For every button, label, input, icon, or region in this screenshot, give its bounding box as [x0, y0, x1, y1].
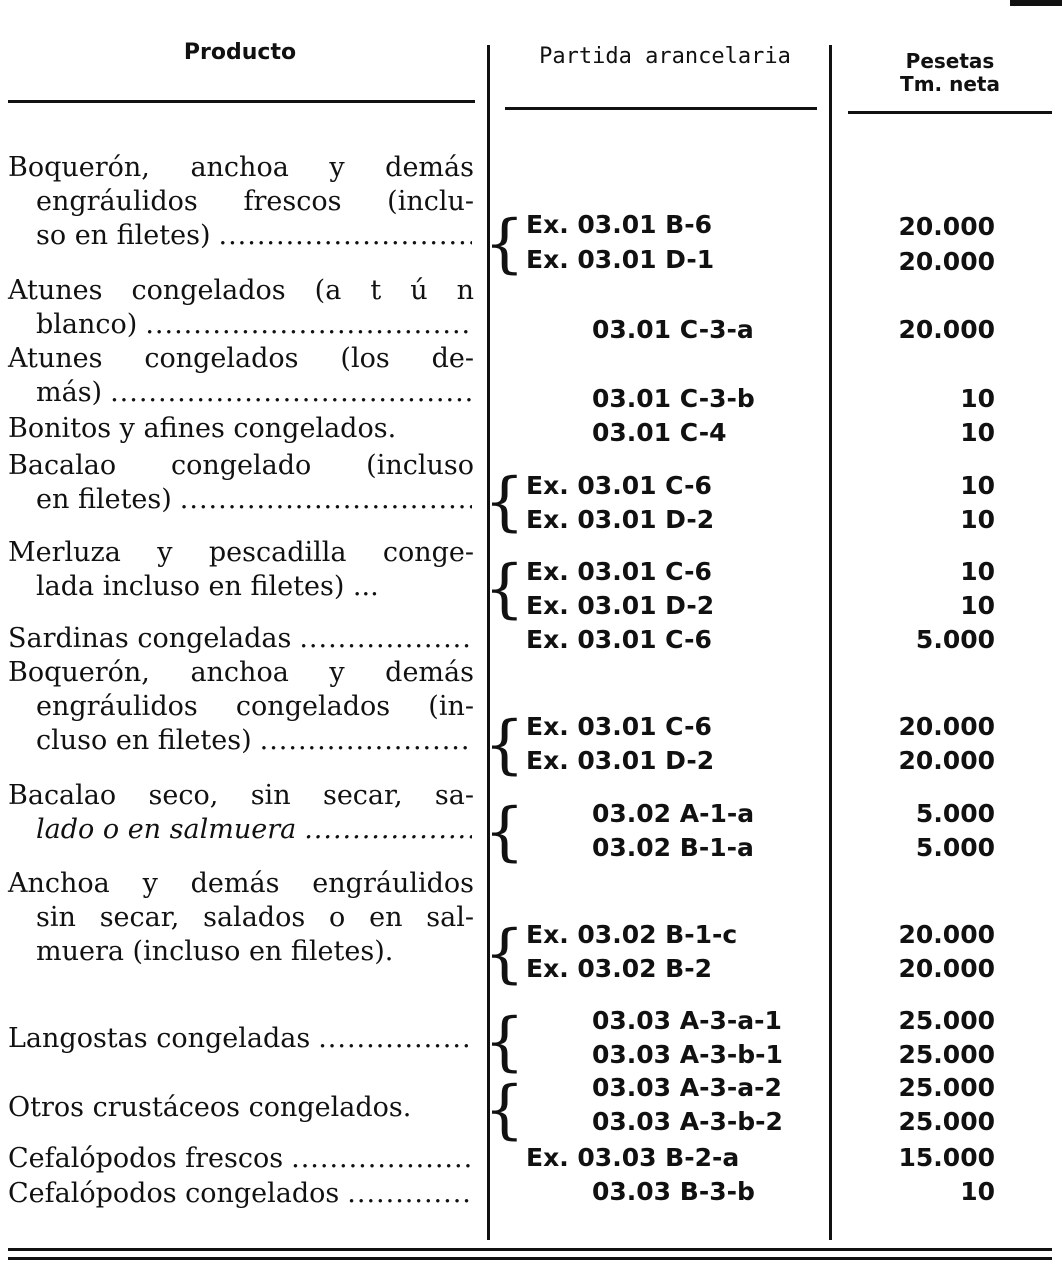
- product-line: Boquerón, anchoa y demás: [8, 657, 474, 688]
- product-cell: [8, 342, 474, 410]
- price-value: 10: [960, 418, 995, 447]
- brace-icon: {: [484, 1073, 525, 1147]
- price-value: 20.000: [898, 712, 995, 741]
- product-cell: [8, 1091, 474, 1125]
- product-line: cluso en filetes) .....: [8, 724, 474, 758]
- price-value: 10: [960, 591, 995, 620]
- tariff-code: Ex. 03.02 B-2: [526, 954, 713, 983]
- price-value: 10: [960, 557, 995, 586]
- price-value: 5.000: [915, 799, 995, 828]
- product-cell: [8, 274, 474, 342]
- product-cell: [8, 151, 474, 253]
- price-value: 10: [960, 471, 995, 500]
- product-cell: [8, 779, 474, 847]
- product-line: Merluza y pescadilla conge-: [8, 537, 474, 568]
- corner-mark: [1010, 0, 1062, 6]
- tariff-code: Ex. 03.01 D-2: [526, 591, 715, 620]
- tariff-code: 03.01 C-4: [592, 418, 727, 447]
- product-line: lada incluso en filetes) ...: [36, 571, 379, 602]
- brace-icon: {: [484, 1005, 525, 1079]
- product-cell: [8, 449, 474, 517]
- bottom-rule-bottom: [8, 1257, 1052, 1260]
- product-cell: [8, 622, 474, 656]
- product-cell: [8, 1177, 474, 1211]
- product-line: más) .....: [8, 376, 474, 410]
- product-line: lado o en salmuera .....: [8, 813, 474, 847]
- product-cell: [8, 867, 474, 969]
- tariff-code: Ex. 03.01 D-2: [526, 746, 715, 775]
- price-value: 10: [960, 1177, 995, 1206]
- header-tariff: Partida arancelaria: [539, 44, 791, 69]
- tariff-code: Ex. 03.03 B-2-a: [526, 1143, 740, 1172]
- product-line: blanco) .....: [8, 308, 474, 342]
- brace-icon: {: [484, 552, 525, 626]
- product-line: engráulidos frescos (inclu-: [36, 186, 474, 217]
- tariff-code: Ex. 03.01 D-1: [526, 245, 715, 274]
- price-value: 25.000: [898, 1107, 995, 1136]
- price-value: 10: [960, 505, 995, 534]
- product-cell: [8, 1142, 474, 1176]
- price-value: 20.000: [898, 746, 995, 775]
- price-value: 25.000: [898, 1006, 995, 1035]
- tariff-code: 03.03 A-3-a-1: [592, 1006, 782, 1035]
- product-line: muera (incluso en filetes).: [36, 936, 394, 967]
- product-cell: [8, 536, 474, 604]
- header-rule-price: [848, 111, 1052, 114]
- product-cell: [8, 1022, 474, 1056]
- tariff-code: Ex. 03.01 B-6: [526, 210, 713, 239]
- tariff-code: 03.03 A-3-b-1: [592, 1040, 783, 1069]
- brace-icon: {: [484, 795, 525, 869]
- product-line: Anchoa y demás engráulidos: [8, 868, 474, 899]
- tariff-code: 03.03 B-3-b: [592, 1177, 755, 1206]
- product-line: Bonitos y afines congelados.: [8, 413, 397, 444]
- product-line: sin secar, salados o en sal-: [36, 902, 474, 933]
- tariff-code: Ex. 03.01 C-6: [526, 712, 712, 741]
- price-value: 20.000: [898, 920, 995, 949]
- price-value: 15.000: [898, 1143, 995, 1172]
- tariff-code: Ex. 03.01 D-2: [526, 505, 715, 534]
- tariff-code: Ex. 03.01 C-6: [526, 557, 712, 586]
- product-line: so en filetes) .....: [8, 219, 474, 253]
- product-line: Atunes congelados (a t ú n: [8, 275, 474, 306]
- price-value: 25.000: [898, 1040, 995, 1069]
- price-value: 20.000: [898, 954, 995, 983]
- brace-icon: {: [484, 207, 525, 281]
- tariff-code: Ex. 03.01 C-6: [526, 471, 712, 500]
- tariff-code: 03.01 C-3-a: [592, 315, 754, 344]
- product-line: Cefalópodos frescos .....: [8, 1142, 474, 1176]
- bottom-rule-top: [8, 1248, 1052, 1251]
- tariff-code: 03.02 A-1-a: [592, 799, 755, 828]
- tariff-code: 03.03 A-3-b-2: [592, 1107, 783, 1136]
- product-line: Bacalao congelado (incluso: [8, 450, 474, 481]
- tariff-code: 03.02 B-1-a: [592, 833, 754, 862]
- product-line: Langostas congeladas .....: [8, 1022, 474, 1056]
- price-value: 5.000: [915, 625, 995, 654]
- header-price-line1: Pesetas: [905, 49, 995, 73]
- price-value: 10: [960, 384, 995, 413]
- price-value: 20.000: [898, 212, 995, 241]
- product-line: Sardinas congeladas .....: [8, 622, 474, 656]
- price-value: 5.000: [915, 833, 995, 862]
- header-rule-product: [8, 100, 475, 103]
- product-line: Atunes congelados (los de-: [8, 343, 474, 374]
- price-value: 25.000: [898, 1073, 995, 1102]
- tariff-code: 03.01 C-3-b: [592, 384, 755, 413]
- tariff-code: 03.03 A-3-a-2: [592, 1073, 782, 1102]
- product-line: Cefalópodos congelados .....: [8, 1177, 474, 1211]
- header-rule-tariff: [505, 107, 817, 110]
- brace-icon: {: [484, 465, 525, 539]
- product-line: Boquerón, anchoa y demás: [8, 152, 474, 183]
- product-line: Otros crustáceos congelados.: [8, 1092, 412, 1123]
- header-price-line2: Tm. neta: [900, 72, 1000, 96]
- product-line: en filetes) .....: [8, 483, 474, 517]
- product-cell: [8, 412, 474, 446]
- brace-icon: {: [484, 917, 525, 991]
- header-product: Producto: [183, 40, 297, 65]
- tariff-code: Ex. 03.02 B-1-c: [526, 920, 738, 949]
- price-value: 20.000: [898, 315, 995, 344]
- product-cell: [8, 656, 474, 758]
- product-line: engráulidos congelados (in-: [36, 691, 474, 722]
- price-value: 20.000: [898, 247, 995, 276]
- tariff-code: Ex. 03.01 C-6: [526, 625, 712, 654]
- brace-icon: {: [484, 708, 525, 782]
- product-line: Bacalao seco, sin secar, sa-: [8, 780, 474, 811]
